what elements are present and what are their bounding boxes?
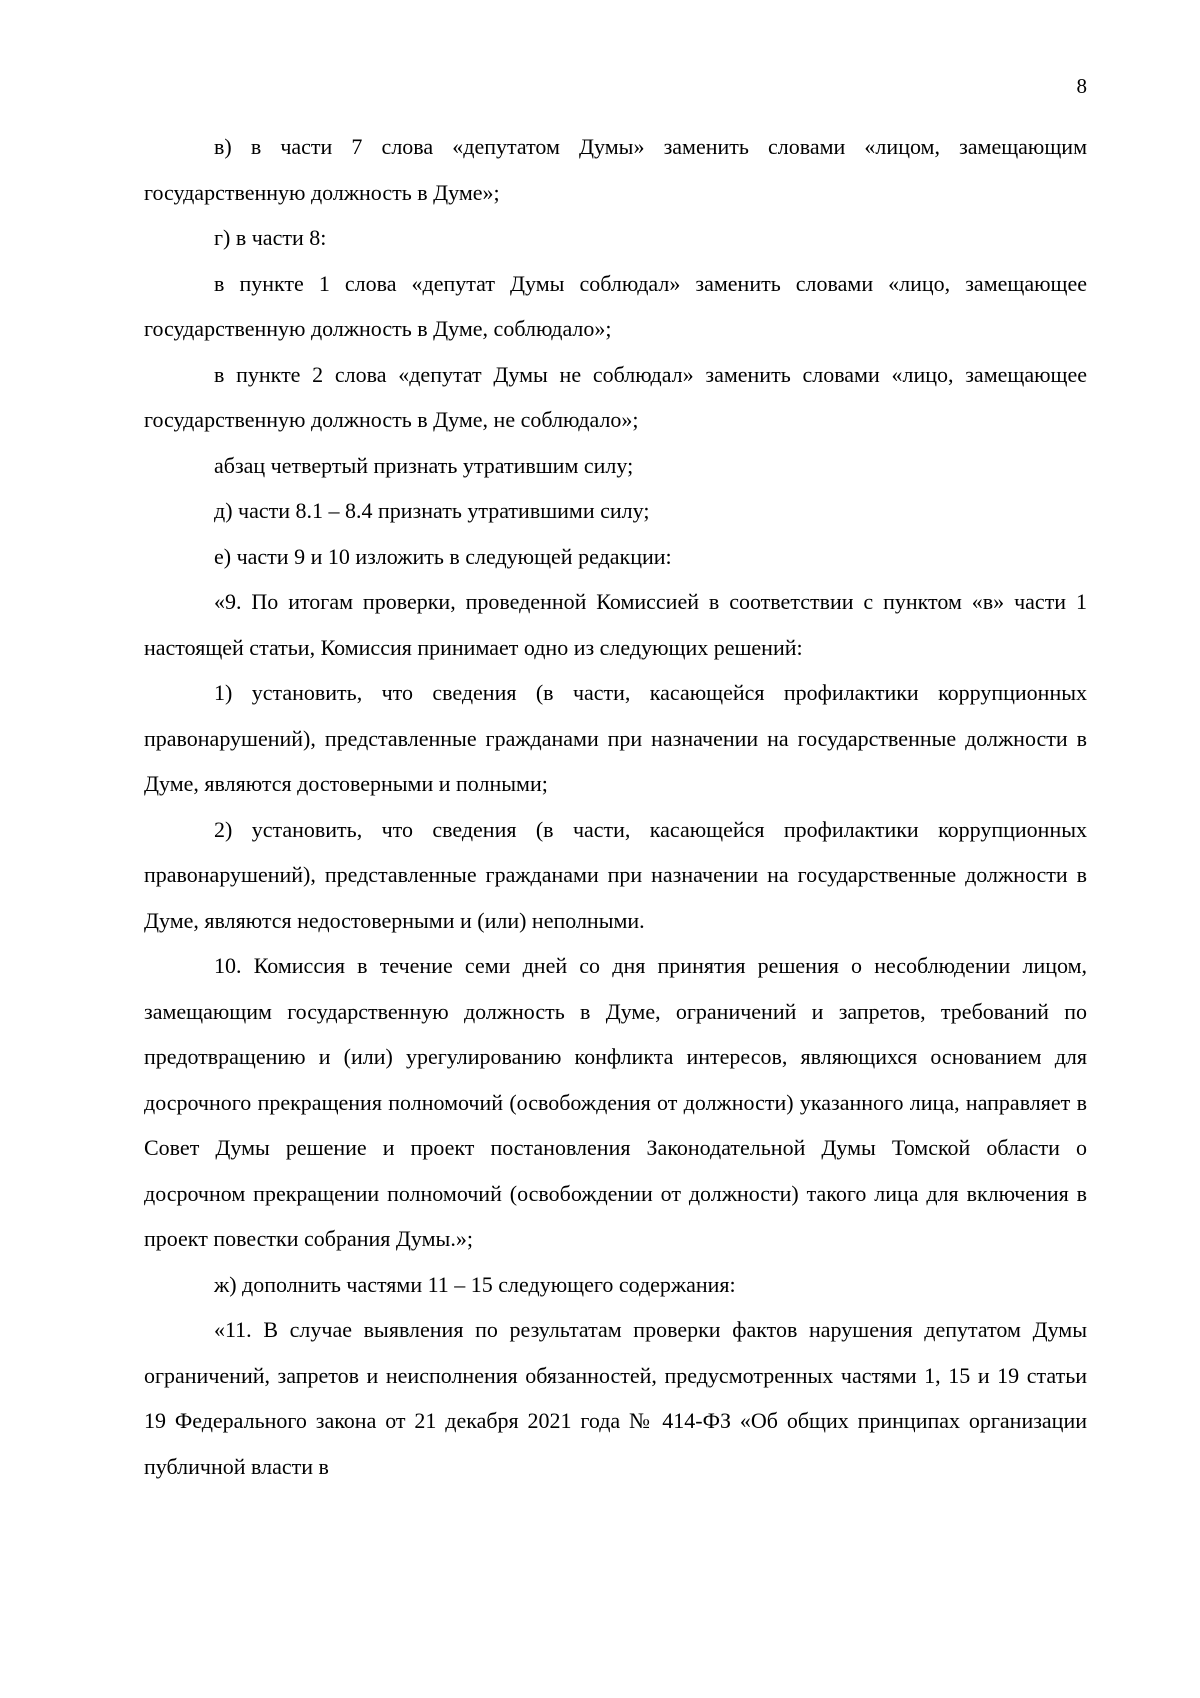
paragraph-g-part-8: г) в части 8: <box>214 225 327 250</box>
paragraph-v-part-7: в) в части 7 слова «депутатом Думы» заменить словами «лицом, замещающим государственную должность в Думе»; <box>144 134 1087 205</box>
paragraph-abzac-4: абзац четвертый признать утратившим силу; <box>214 452 634 478</box>
document-body <box>144 124 1087 1489</box>
paragraph-part-9: «9. По итогам проверки, проведенной Комиссией в соответствии с пунктом «в» части 1 настоящей статьи, Комиссия принимает одно из следующих решений: <box>144 589 1087 660</box>
page-number: 8 <box>1076 74 1087 98</box>
paragraph-part-11: «11. В случае выявления по результатам проверки фактов нарушения депутатом Думы ограничений, запретов и неисполнения обязанностей, предусмотренных частями 1, 15 и 19 статьи 19 Федерального закона от 21 декабря 2021 года № 414-ФЗ «Об общих принципах организации публичной власти в <box>144 1317 1087 1479</box>
paragraph-e-parts-9-10: е) части 9 и 10 изложить в следующей редакции: <box>214 543 672 569</box>
paragraph-decision-1: 1) установить, что сведения (в части, касающейся профилактики коррупционных правонарушений), представленные гражданами при назначении на государственные должности в Думе, являются достоверными и полными; <box>144 680 1087 796</box>
paragraph-point-2: в пункте 2 слова «депутат Думы не соблюдал» заменить словами «лицо, замещающее государственную должность в Думе, не соблюдало»; <box>144 361 1087 432</box>
paragraph-point-1: в пункте 1 слова «депутат Думы соблюдал» заменить словами «лицо, замещающее государственную должность в Думе, соблюдало»; <box>144 270 1087 341</box>
paragraph-decision-2: 2) установить, что сведения (в части, касающейся профилактики коррупционных правонарушений), представленные гражданами при назначении на государственные должности в Думе, являются недостоверными и (или) неполными. <box>144 816 1087 933</box>
paragraph-zh-parts-11-15: ж) дополнить частями 11 – 15 следующего содержания: <box>214 1271 736 1297</box>
paragraph-d-parts-8-1-8-4: д) части 8.1 – 8.4 признать утратившими силу; <box>214 498 650 523</box>
paragraph-part-10: 10. Комиссия в течение семи дней со дня принятия решения о несоблюдении лицом, замещающим государственную должность в Думе, ограничений и запретов, требований по предотвращению и (или) урегулированию конфликта интересов, являющихся основанием для досрочного прекращения полномочий (освобождения от должности) указанного лица, направляет в Совет Думы решение и проект постановления Законодательной Думы Томской области о досрочном прекращении полномочий (освобождении от должности) такого лица для включения в проект повестки собрания Думы.»; <box>144 953 1087 1251</box>
